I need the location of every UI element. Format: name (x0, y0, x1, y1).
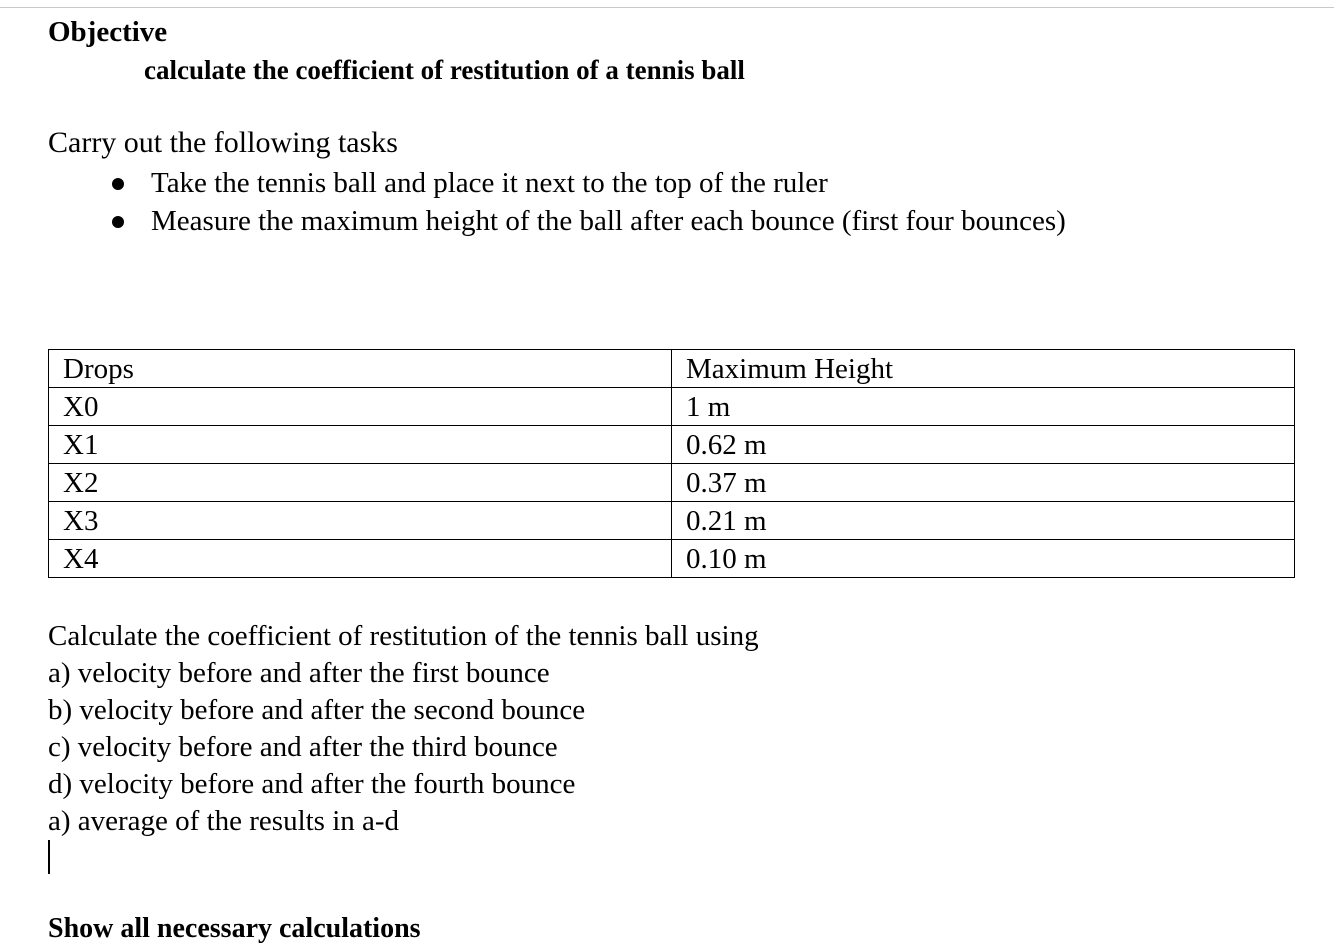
drop-cell: X0 (49, 388, 672, 426)
objective-heading: Objective (48, 16, 168, 48)
height-cell: 0.21 m (672, 502, 1295, 540)
table-row (49, 502, 1295, 540)
drop-cell: X3 (49, 502, 672, 540)
drop-cell: X4 (49, 540, 672, 578)
height-cell: 0.62 m (672, 426, 1295, 464)
objective-text: calculate the coefficient of restitution of a tennis ball (144, 55, 745, 85)
task-item-text: Measure the maximum height of the ball after each bounce (first four bounces) (151, 205, 1066, 237)
height-table (48, 349, 1295, 578)
drop-cell: X1 (49, 426, 672, 464)
questions-intro: Calculate the coefficient of restitution of the tennis ball using (48, 620, 759, 652)
drop-cell: X2 (49, 464, 672, 502)
question-item: b) velocity before and after the second bounce (48, 694, 586, 726)
table-row (49, 540, 1295, 578)
bullet-icon (112, 216, 124, 228)
task-item-text: Take the tennis ball and place it next to the top of the ruler (151, 167, 828, 199)
page-top-edge (0, 7, 1334, 8)
height-cell: 0.10 m (672, 540, 1295, 578)
height-cell: 1 m (672, 388, 1295, 426)
table-row (49, 388, 1295, 426)
bullet-icon (112, 178, 124, 190)
tasks-intro: Carry out the following tasks (48, 126, 398, 159)
question-item: d) velocity before and after the fourth bounce (48, 768, 576, 800)
question-item: a) velocity before and after the first bounce (48, 657, 550, 689)
question-item: a) average of the results in a-d (48, 805, 400, 837)
table-row (49, 426, 1295, 464)
table-header-row (49, 350, 1295, 388)
question-item: c) velocity before and after the third bounce (48, 731, 558, 763)
task-list (48, 165, 1066, 241)
task-item (48, 165, 1066, 203)
height-cell: 0.37 m (672, 464, 1295, 502)
closing-instruction: Show all necessary calculations (48, 913, 421, 944)
task-item (48, 203, 1066, 241)
table-row (49, 464, 1295, 502)
header-maximum-height: Maximum Height (672, 350, 1295, 388)
text-cursor[interactable] (48, 840, 50, 874)
questions-block (48, 618, 759, 840)
header-drops: Drops (49, 350, 672, 388)
